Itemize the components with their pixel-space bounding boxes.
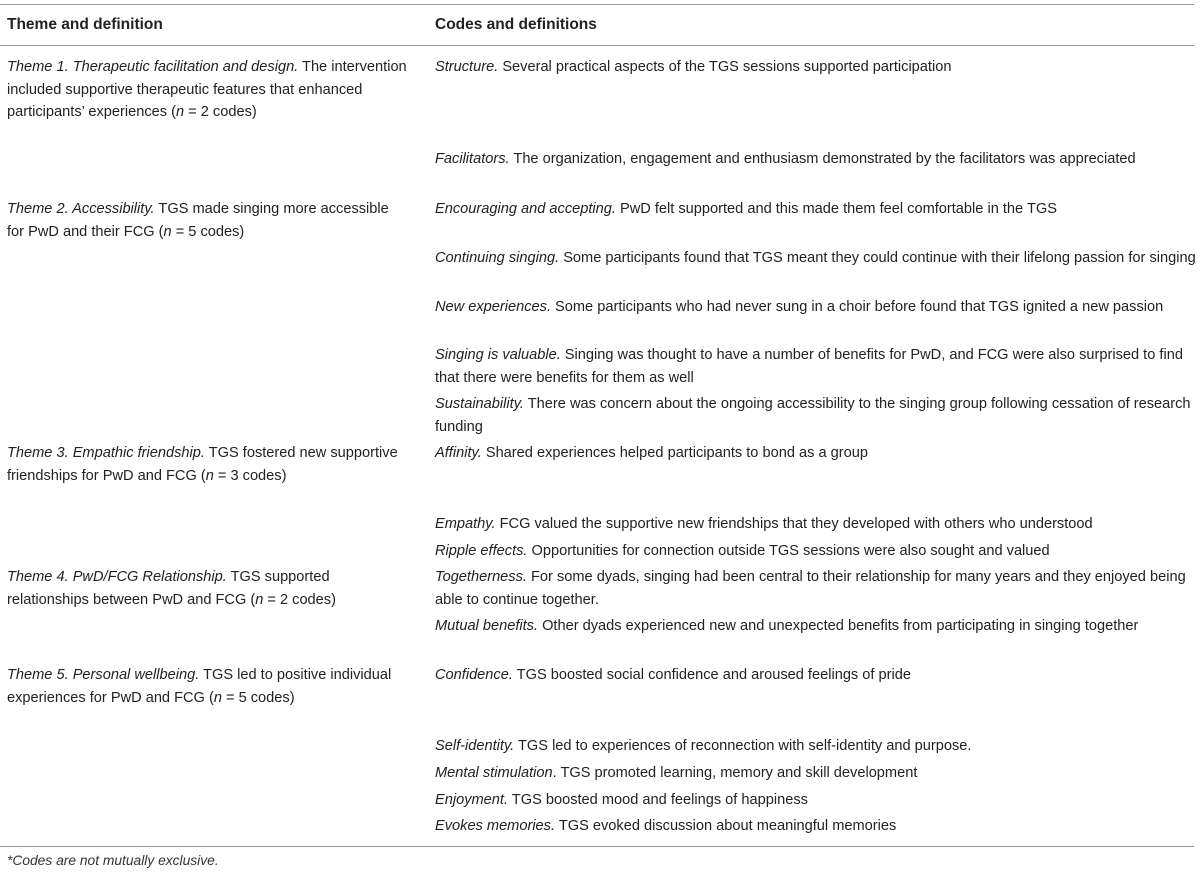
code-cell: [435, 513, 1197, 536]
code-cell: [435, 566, 1197, 611]
header-codes: Codes and definitions: [435, 16, 597, 33]
table-top-rule: [0, 4, 1194, 5]
theme-cell: [7, 566, 407, 611]
code-cell: [435, 296, 1197, 319]
theme-title: Theme 3. Empathic friendship.: [7, 445, 205, 461]
code-name: Confidence.: [435, 667, 513, 683]
theme-code-count: = 2 codes): [184, 104, 257, 120]
theme-code-count: = 3 codes): [213, 467, 287, 484]
theme-n-label: n: [255, 591, 264, 608]
code-cell: [435, 615, 1197, 638]
code-definition: . TGS promoted learning, memory and skill development: [552, 765, 918, 781]
code-cell: [435, 735, 1197, 758]
header-theme: Theme and definition: [7, 16, 163, 33]
code-cell: [435, 442, 1197, 465]
code-name: Encouraging and accepting.: [435, 201, 616, 217]
code-definition: TGS led to experiences of reconnection with self-identity and purpose.: [514, 738, 972, 754]
code-definition: FCG valued the supportive new friendships that they developed with others who understood: [495, 516, 1093, 532]
code-definition: Shared experiences helped participants to bond as a group: [481, 445, 868, 461]
theme-n-label: n: [205, 467, 214, 484]
code-name: Structure.: [435, 59, 499, 75]
code-cell: [435, 540, 1197, 563]
theme-definition: TGS supported relationships between PwD and FCG (: [7, 569, 330, 608]
code-cell: [435, 393, 1197, 438]
code-cell: [435, 56, 1197, 79]
code-definition: Some participants who had never sung in a choir before found that TGS ignited a new passion: [551, 299, 1164, 315]
table-bottom-rule: [0, 846, 1194, 847]
theme-definition: The intervention included supportive therapeutic features that enhanced participants’ experiences (: [7, 59, 407, 120]
code-name: Continuing singing.: [435, 250, 560, 266]
code-name: Togetherness.: [435, 569, 527, 585]
code-definition: PwD felt supported and this made them feel comfortable in the TGS: [615, 201, 1057, 217]
code-name: Empathy.: [435, 516, 496, 532]
theme-code-count: = 2 codes): [263, 591, 336, 608]
theme-definition: TGS led to positive individual experiences for PwD and FCG (: [7, 667, 392, 706]
code-name: Mental stimulation: [435, 765, 553, 781]
code-definition: Some participants found that TGS meant they could continue with their lifelong passion for singing: [559, 250, 1196, 266]
code-definition: Opportunities for connection outside TGS sessions were also sought and valued: [527, 543, 1050, 559]
code-name: New experiences.: [435, 299, 551, 315]
code-cell: [435, 762, 1197, 785]
code-definition: Singing was thought to have a number of benefits for PwD, and FCG were also surprised to find that there were benefits for them as well: [435, 347, 1183, 386]
theme-cell: [7, 442, 407, 487]
theme-n-label: n: [176, 104, 185, 120]
code-cell: [435, 198, 1197, 221]
code-cell: [435, 247, 1197, 270]
theme-n-label: n: [163, 223, 172, 240]
code-definition: There was concern about the ongoing accessibility to the singing group following cessation of research funding: [435, 396, 1191, 435]
theme-title: Theme 4. PwD/FCG Relationship.: [7, 569, 227, 585]
theme-n-label: n: [213, 689, 222, 706]
theme-code-count: = 5 codes): [171, 223, 245, 240]
code-cell: [435, 789, 1197, 812]
code-cell: [435, 344, 1197, 389]
theme-cell: [7, 56, 407, 124]
code-definition: TGS evoked discussion about meaningful memories: [555, 818, 897, 834]
code-name: Enjoyment.: [435, 792, 509, 808]
code-name: Facilitators.: [435, 151, 510, 167]
theme-definition: TGS fostered new supportive friendships for PwD and FCG (: [7, 445, 398, 484]
theme-cell: [7, 198, 407, 243]
code-definition: Several practical aspects of the TGS sessions supported participation: [498, 59, 952, 75]
code-definition: The organization, engagement and enthusiasm demonstrated by the facilitators was appreciated: [509, 151, 1136, 167]
code-cell: [435, 815, 1197, 838]
code-name: Singing is valuable.: [435, 347, 561, 363]
theme-cell: [7, 664, 407, 709]
code-name: Sustainability.: [435, 396, 524, 412]
code-definition: TGS boosted mood and feelings of happiness: [508, 792, 808, 808]
code-name: Self-identity.: [435, 738, 515, 754]
code-definition: For some dyads, singing had been central to their relationship for many years and they enjoyed being able to continue together.: [435, 569, 1186, 608]
theme-title: Theme 5. Personal wellbeing.: [7, 667, 200, 683]
code-definition: TGS boosted social confidence and aroused feelings of pride: [512, 667, 911, 683]
code-name: Evokes memories.: [435, 818, 556, 834]
code-name: Mutual benefits.: [435, 618, 539, 634]
theme-definition: TGS made singing more accessible for PwD and their FCG (: [7, 201, 389, 240]
code-name: Ripple effects.: [435, 543, 528, 559]
theme-title: Theme 1. Therapeutic facilitation and design.: [7, 59, 299, 75]
code-cell: [435, 148, 1197, 171]
code-cell: [435, 664, 1197, 687]
header-rule: [0, 45, 1194, 46]
table-footnote: *Codes are not mutually exclusive.: [7, 853, 219, 868]
theme-title: Theme 2. Accessibility.: [7, 201, 155, 217]
code-name: Affinity.: [435, 445, 482, 461]
theme-code-count: = 5 codes): [221, 689, 295, 706]
code-definition: Other dyads experienced new and unexpected benefits from participating in singing together: [538, 618, 1139, 634]
